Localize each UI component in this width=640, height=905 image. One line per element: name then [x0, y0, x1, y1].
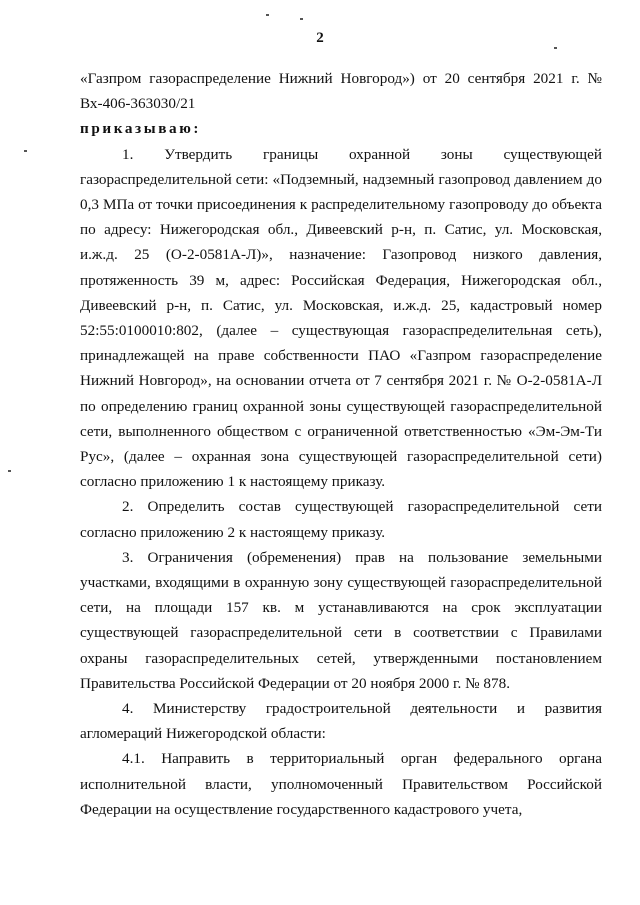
scan-speck: [266, 14, 269, 16]
scan-speck: [24, 150, 27, 152]
paragraph-item-4-1: 4.1. Направить в территориальный орган федерального органа исполнительной власти, уполномоченный Правительством Российской Федерации на осуществление государственного кадастрового учета,: [80, 750, 602, 818]
document-body: [80, 66, 602, 822]
paragraph-continuation: «Газпром газораспределение Нижний Новгород») от 20 сентября 2021 г. № Вх-406-363030/21: [80, 70, 602, 113]
order-heading: приказываю:: [80, 120, 202, 138]
scan-speck: [554, 47, 557, 49]
paragraph-item-4: 4. Министерству градостроительной деятельности и развития агломераций Нижегородской области:: [80, 700, 602, 743]
paragraph-item-1: 1. Утвердить границы охранной зоны существующей газораспределительной сети: «Подземный, надземный газопровод давлением до 0,3 МПа от точки присоединения к распределительному газопроводу до объекта по адресу: Нижегородская обл., Дивеевский р-н, п. Сатис, ул. Московская, и.ж.д. 25 (О-2-0581А-Л)», назначение: Газопровод низкого давления, протяженность 39 м, адрес: Российская Федерация, Нижегородская обл., Дивеевский р-н, п. Сатис, ул. Московская, и.ж.д. 25, кадастровый номер 52:55:0100010:802, (далее – существующая газораспределительная сеть), принадлежащей на праве собственности ПАО «Газпром газораспределение Нижний Новгород», на основании отчета от 7 сентября 2021 г. № О-2-0581А-Л по определению границ охранной зоны существующей газораспределительной сети, выполненного обществом с ограниченной ответственностью «Эм-Эм-Ти Рус», (далее – охранная зона существующей газораспределительной сети) согласно приложению 1 к настоящему приказу.: [80, 145, 602, 491]
scan-speck: [8, 470, 11, 472]
page-number: 2: [316, 30, 324, 46]
scan-speck: [300, 18, 303, 20]
paragraph-item-2: 2. Определить состав существующей газораспределительной сети согласно приложению 2 к настоящему приказу.: [80, 498, 602, 541]
paragraph-item-3: 3. Ограничения (обременения) прав на пользование земельными участками, входящими в охранную зону существующей газораспределительной сети, на площади 157 кв. м устанавливаются на срок эксплуатации существующей газораспределительной сети в соответствии с Правилами охраны газораспределительных сетей, утвержденными постановлением Правительства Российской Федерации от 20 ноября 2000 г. № 878.: [80, 548, 602, 692]
